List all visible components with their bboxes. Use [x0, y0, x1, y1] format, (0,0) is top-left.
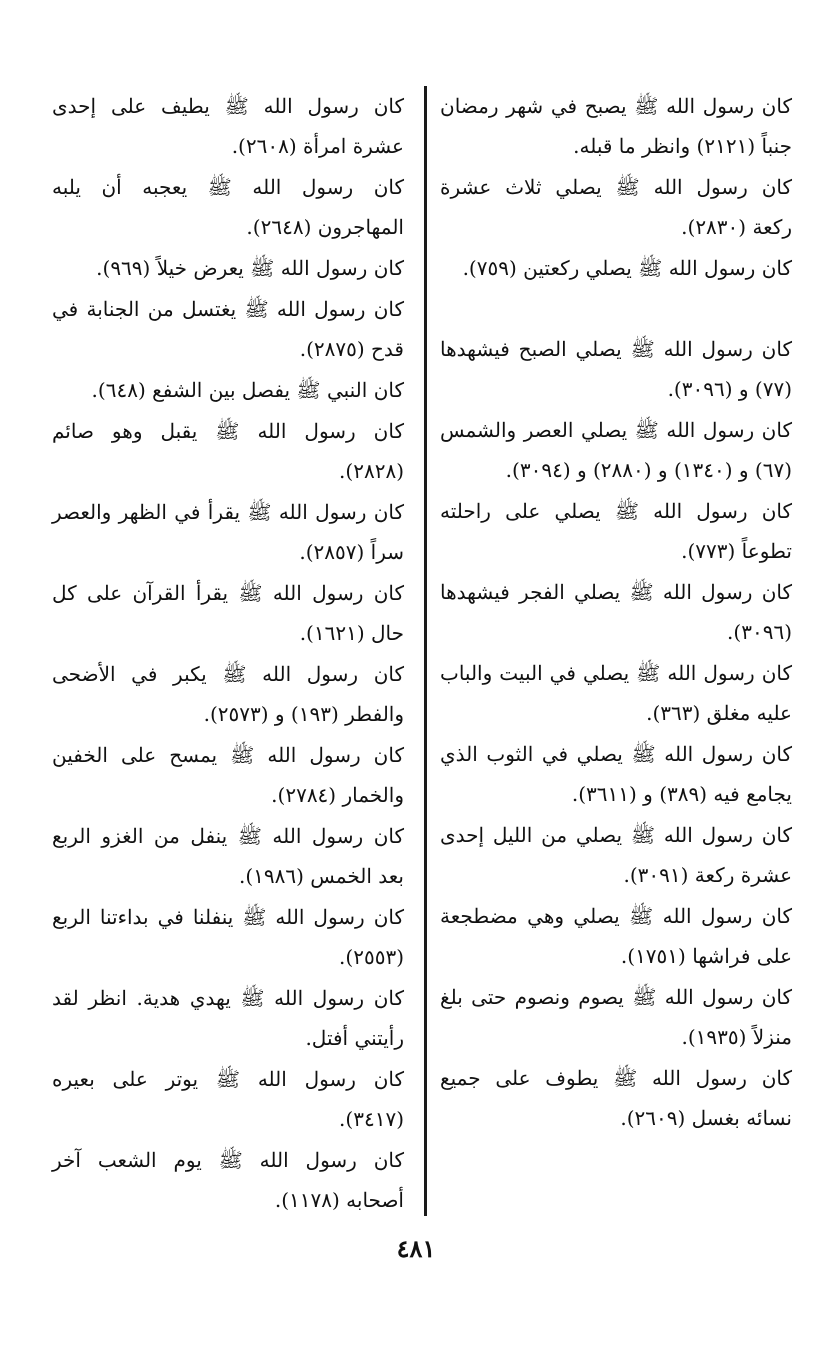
- index-entry: كان رسول الله ﷺ يوتر على بعيره (٣٤١٧).: [52, 1067, 404, 1131]
- index-entry: كان رسول الله ﷺ يصلي الفجر فيشهدها (٣٠٩٦).: [440, 580, 792, 644]
- index-entry: كان رسول الله ﷺ يكبر في الأضحى والفطر (١٩٣) و (٢٥٧٣).: [52, 662, 404, 726]
- index-entry: كان رسول الله ﷺ ينفلنا في بداءتنا الربع (٢٥٥٣).: [52, 905, 404, 969]
- index-entry: كان رسول الله ﷺ يصبح في شهر رمضان جنباً (٢١٢١) وانظر ما قبله.: [440, 94, 792, 158]
- index-entry: كان رسول الله ﷺ يعرض خيلاً (٩٦٩).: [96, 256, 404, 280]
- index-entry: كان رسول الله ﷺ يصلي العصر والشمس (٦٧) و (١٣٤٠) و (٢٨٨٠) و (٣٠٩٤).: [440, 418, 792, 482]
- index-entry: كان رسول الله ﷺ يصلي على راحلته تطوعاً (٧٧٣).: [440, 499, 792, 563]
- index-entry: كان رسول الله ﷺ يطوف على جميع نسائه بغسل (٢٦٠٩).: [440, 1066, 792, 1130]
- index-entry: كان رسول الله ﷺ يصوم ونصوم حتى بلغ منزلاً (١٩٣٥).: [440, 985, 792, 1049]
- index-entry: كان رسول الله ﷺ يصلي ثلاث عشرة ركعة (٢٨٣٠).: [440, 175, 792, 239]
- index-entry: كان رسول الله ﷺ يهدي هدية. انظر لقد رأيتني أفتل.: [52, 986, 404, 1050]
- index-entry: كان رسول الله ﷺ يصلي وهي مضطجعة على فراشها (١٧٥١).: [440, 904, 792, 968]
- index-entry: كان رسول الله ﷺ يقرأ القرآن على كل حال (١٦٢١).: [52, 581, 404, 645]
- index-entry: كان رسول الله ﷺ يقرأ في الظهر والعصر سراً (٢٨٥٧).: [52, 500, 404, 564]
- index-entry: كان رسول الله ﷺ يطيف على إحدى عشرة امرأة (٢٦٠٨).: [52, 94, 404, 158]
- page-number: ٤٨١: [396, 1234, 436, 1263]
- index-entry: كان رسول الله ﷺ يقبل وهو صائم (٢٨٢٨).: [52, 419, 404, 483]
- index-entry: كان رسول الله ﷺ يصلي في الثوب الذي يجامع فيه (٣٨٩) و (٣٦١١).: [440, 742, 792, 806]
- index-entry: كان رسول الله ﷺ ينفل من الغزو الربع بعد الخمس (١٩٨٦).: [52, 824, 404, 888]
- right-column: [440, 86, 792, 1139]
- index-entry: كان رسول الله ﷺ يمسح على الخفين والخمار (٢٧٨٤).: [52, 743, 404, 807]
- index-entry: كان رسول الله ﷺ يعجبه أن يلبه المهاجرون (٢٦٤٨).: [52, 175, 404, 239]
- index-entry: كان رسول الله ﷺ يصلي في البيت والباب عليه مغلق (٣٦٣).: [440, 661, 792, 725]
- index-entry: كان رسول الله ﷺ يصلي من الليل إحدى عشرة ركعة (٣٠٩١).: [440, 823, 792, 887]
- index-entry: كان رسول الله ﷺ يوم الشعب آخر أصحابه (١١٧٨).: [52, 1148, 404, 1212]
- column-divider: [424, 86, 427, 1216]
- index-entry: كان رسول الله ﷺ يصلي الصبح فيشهدها (٧٧) و (٣٠٩٦).: [440, 337, 792, 401]
- index-entry: كان رسول الله ﷺ يغتسل من الجنابة في قدح (٢٨٧٥).: [52, 297, 404, 361]
- index-entry: كان رسول الله ﷺ يصلي ركعتين (٧٥٩).: [462, 256, 792, 280]
- left-column: [52, 86, 404, 1221]
- index-entry: كان النبي ﷺ يفصل بين الشفع (٦٤٨).: [91, 378, 404, 402]
